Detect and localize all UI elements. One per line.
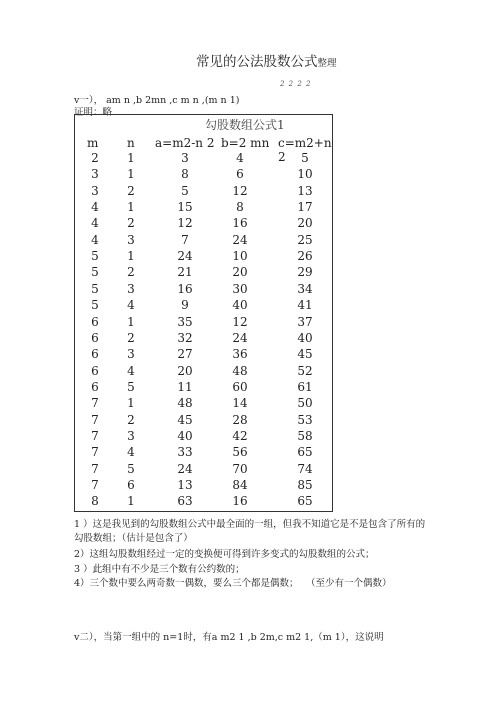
table-cell: 52 bbox=[297, 363, 313, 378]
table-cell: 3 bbox=[91, 183, 99, 198]
table-cell: 1 bbox=[127, 314, 135, 329]
table-cell: 6 bbox=[91, 363, 99, 378]
table-cell: 1 bbox=[127, 249, 135, 264]
pythagorean-table bbox=[74, 114, 333, 512]
table-cell: 7 bbox=[181, 232, 189, 247]
table-cell: 25 bbox=[297, 232, 313, 247]
table-cell: 70 bbox=[232, 461, 248, 476]
table-cell: 24 bbox=[232, 330, 248, 345]
table-cell: 1 bbox=[127, 494, 135, 509]
table-cell: 7 bbox=[91, 478, 99, 492]
table-cell: 8 bbox=[236, 200, 244, 215]
table-cell: 24 bbox=[177, 461, 193, 476]
table-cell: 13 bbox=[177, 478, 193, 492]
table-cell: 2 bbox=[127, 183, 135, 198]
table-cell: 16 bbox=[232, 494, 248, 509]
superscript-marks: 2 2 2 2 bbox=[280, 80, 312, 88]
table-cell: 8 bbox=[91, 494, 99, 509]
table-cell: 4 bbox=[236, 151, 244, 165]
table-cell: 7 bbox=[91, 412, 99, 427]
note-2: 2）这组勾股数组经过一定的变换便可得到许多变式的勾股数组的公式； bbox=[74, 549, 375, 560]
table-cell: 3 bbox=[127, 347, 135, 362]
table-cell: 20 bbox=[177, 363, 193, 378]
table-cell: 5 bbox=[127, 379, 135, 394]
table-cell: 5 bbox=[127, 461, 135, 476]
section-2-line: v二），当第一组中的 n=1时，有a m2 1 ,b 2m,c m2 1,（m 1），这说明 bbox=[74, 632, 384, 643]
table-cell: 50 bbox=[297, 396, 313, 411]
table-cell: 24 bbox=[232, 232, 248, 247]
table-cell: 28 bbox=[232, 412, 248, 427]
table-cell: 6 bbox=[91, 379, 99, 394]
table-header-1: n bbox=[127, 136, 135, 150]
table-cell: 27 bbox=[177, 347, 193, 362]
table-cell: 3 bbox=[127, 281, 135, 296]
table-cell: 4 bbox=[127, 445, 135, 460]
table-cell: 30 bbox=[232, 281, 248, 296]
table-cell: 65 bbox=[297, 494, 313, 509]
table-cell: 17 bbox=[297, 200, 313, 215]
table-cell: 20 bbox=[297, 216, 313, 231]
table-cell: 74 bbox=[297, 461, 313, 476]
table-cell: 7 bbox=[91, 428, 99, 443]
table-cell: 61 bbox=[297, 379, 313, 394]
table-cell: 1 bbox=[127, 200, 135, 215]
table-cell: 5 bbox=[91, 298, 99, 313]
table-cell: 5 bbox=[181, 183, 189, 198]
table-cell: 2 bbox=[127, 265, 135, 280]
note-1: 1 ）这是我见到的勾股数组公式中最全面的一组，但我不知道它是不是包含了所有的 bbox=[74, 519, 426, 530]
note-1-continued: 勾股数组；（估计是包含了） bbox=[74, 533, 193, 544]
table-cell: 65 bbox=[297, 445, 313, 460]
table-cell: 3 bbox=[127, 428, 135, 443]
table-cell: 2 bbox=[127, 412, 135, 427]
table-cell: 7 bbox=[91, 461, 99, 476]
table-cell: 84 bbox=[232, 478, 248, 492]
table-cell: 4 bbox=[127, 298, 135, 313]
table-cell: 20 bbox=[232, 265, 248, 280]
table-header-0: m bbox=[87, 136, 99, 150]
table-cell: 60 bbox=[232, 379, 248, 394]
table-cell: 85 bbox=[297, 478, 313, 492]
table-cell: 32 bbox=[177, 330, 193, 345]
table-cell: 41 bbox=[297, 298, 313, 313]
table-header-2: a=m2-n 2 bbox=[155, 136, 215, 150]
table-cell: 37 bbox=[297, 314, 313, 329]
table-cell: 3 bbox=[127, 232, 135, 247]
table-cell: 29 bbox=[297, 265, 313, 280]
table-cell: 45 bbox=[297, 347, 313, 362]
table-cell: 63 bbox=[177, 494, 193, 509]
title-main: 常见的公法股数公式 bbox=[196, 54, 318, 70]
note-4: 4）三个数中要么两奇数一偶数，要么三个都是偶数； bbox=[74, 578, 299, 589]
table-cell: 48 bbox=[232, 363, 248, 378]
table-cell: 12 bbox=[177, 216, 193, 231]
table-cell: 1 bbox=[127, 396, 135, 411]
table-cell: 9 bbox=[181, 298, 189, 313]
table-cell: 4 bbox=[91, 216, 99, 231]
proof-line: 证明：略 bbox=[74, 107, 113, 118]
table-cell: 56 bbox=[232, 445, 248, 460]
table-cell: 3 bbox=[181, 151, 189, 165]
table-cell: 13 bbox=[297, 183, 313, 198]
table-cell: 40 bbox=[177, 428, 193, 443]
table-cell: 2 bbox=[127, 330, 135, 345]
table-cell: 11 bbox=[177, 379, 193, 394]
table-cell: 40 bbox=[297, 330, 313, 345]
table-cell: 7 bbox=[91, 445, 99, 460]
table-cell: 45 bbox=[177, 412, 193, 427]
table-cell: 5 bbox=[91, 265, 99, 280]
table-cell: 24 bbox=[177, 249, 193, 264]
table-cell: 5 bbox=[91, 281, 99, 296]
table-cell: 36 bbox=[232, 347, 248, 362]
table-cell: 1 bbox=[127, 167, 135, 182]
table-cell: 12 bbox=[232, 183, 248, 198]
table-cell: 12 bbox=[232, 314, 248, 329]
table-cell: 3 bbox=[91, 167, 99, 182]
table-cell: 2 bbox=[127, 216, 135, 231]
table-cell: 5 bbox=[91, 249, 99, 264]
table-cell: 7 bbox=[91, 396, 99, 411]
table-cell: 26 bbox=[297, 249, 313, 264]
note-3: 3 ）此组中有不少是三个数有公约数的； bbox=[74, 564, 245, 575]
table-cell: 58 bbox=[297, 428, 313, 443]
table-cell: 33 bbox=[177, 445, 193, 460]
table-cell: 1 bbox=[127, 151, 135, 165]
table-header-3: b=2 mn bbox=[221, 136, 270, 150]
table-cell: 34 bbox=[297, 281, 313, 296]
table-cell: 5 bbox=[301, 151, 309, 165]
table-cell: 6 bbox=[91, 330, 99, 345]
page-title bbox=[196, 50, 337, 70]
table-cell: 14 bbox=[232, 396, 248, 411]
title-suffix: 整理 bbox=[317, 58, 337, 69]
table-cell: 16 bbox=[177, 281, 193, 296]
table-cell: 6 bbox=[91, 347, 99, 362]
table-cell: 40 bbox=[232, 298, 248, 313]
table-title: 勾股数组公式1 bbox=[205, 118, 285, 132]
table-cell: 15 bbox=[177, 200, 193, 215]
table-cell: 21 bbox=[177, 265, 193, 280]
table-cell: 6 bbox=[236, 167, 244, 182]
table-cell: 10 bbox=[297, 167, 313, 182]
table-cell: 2 bbox=[91, 151, 99, 165]
table-cell: 42 bbox=[232, 428, 248, 443]
table-cell: 4 bbox=[127, 363, 135, 378]
table-cell: 8 bbox=[181, 167, 189, 182]
table-header-4: c=m2+n 2 bbox=[278, 136, 332, 164]
table-cell: 53 bbox=[297, 412, 313, 427]
table-cell: 6 bbox=[91, 314, 99, 329]
table-cell: 4 bbox=[91, 232, 99, 247]
table-cell: 35 bbox=[177, 314, 193, 329]
table-cell: 16 bbox=[232, 216, 248, 231]
note-4-aside: （至少有一个偶数） bbox=[306, 578, 392, 589]
table-cell: 4 bbox=[91, 200, 99, 215]
table-cell: 10 bbox=[232, 249, 248, 264]
table-cell: 6 bbox=[127, 478, 135, 492]
table-cell: 48 bbox=[177, 396, 193, 411]
formula-line: v一）， am n ,b 2mn ,c m n ,(m n 1) bbox=[74, 95, 240, 106]
